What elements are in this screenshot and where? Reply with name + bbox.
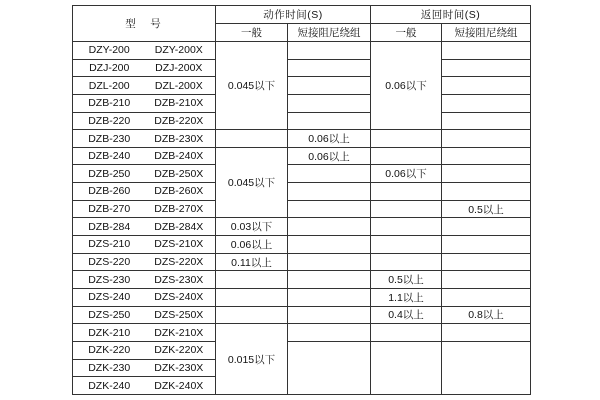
cell-action-general: 0.045以下 xyxy=(216,42,288,130)
model-name: DZS-240 xyxy=(88,291,131,304)
cell-action-damping xyxy=(288,94,371,112)
model-name: DZB-250 xyxy=(88,167,131,180)
model-cell xyxy=(73,94,216,112)
table-row xyxy=(73,236,531,254)
model-name-x: DZK-210X xyxy=(154,326,204,339)
model-cell xyxy=(73,147,216,165)
model-name-x: DZB-270X xyxy=(154,203,204,216)
cell-return-general xyxy=(371,130,442,148)
cell-return-damping: 0.5以上 xyxy=(442,200,531,218)
model-name: DZK-240 xyxy=(88,379,131,392)
table-row xyxy=(73,165,531,183)
cell-action-damping xyxy=(288,271,371,289)
header-return-damping: 短接阻尼绕组 xyxy=(442,24,531,42)
cell-return-damping xyxy=(442,324,531,342)
cell-action-general: 0.11以上 xyxy=(216,253,288,271)
model-name-x: DZB-284X xyxy=(154,220,204,233)
model-name: DZB-270 xyxy=(88,203,131,216)
cell-return-general: 0.06以下 xyxy=(371,42,442,130)
cell-return-general: 1.1以上 xyxy=(371,288,442,306)
model-name: DZB-230 xyxy=(88,132,131,145)
model-name: DZB-260 xyxy=(88,185,131,198)
model-cell xyxy=(73,59,216,77)
model-name: DZB-284 xyxy=(88,220,131,233)
cell-action-damping xyxy=(288,42,371,60)
cell-return-damping xyxy=(442,42,531,60)
model-cell xyxy=(73,306,216,324)
table-row xyxy=(73,183,531,201)
cell-action-general xyxy=(216,306,288,324)
cell-action-damping xyxy=(288,236,371,254)
cell-action-general xyxy=(216,271,288,289)
cell-action-damping xyxy=(288,183,371,201)
model-name-x: DZY-200X xyxy=(154,44,203,57)
model-name-x: DZL-200X xyxy=(154,79,203,92)
header-model: 型 号 xyxy=(73,6,216,42)
table-row xyxy=(73,200,531,218)
cell-action-damping xyxy=(288,59,371,77)
table-row xyxy=(73,306,531,324)
model-cell xyxy=(73,165,216,183)
model-name-x: DZS-230X xyxy=(154,273,204,286)
cell-return-damping: 0.8以上 xyxy=(442,306,531,324)
cell-action-general xyxy=(216,130,288,148)
cell-return-general xyxy=(371,341,442,394)
spec-table xyxy=(72,5,531,395)
cell-action-damping: 0.06以上 xyxy=(288,147,371,165)
cell-return-general xyxy=(371,200,442,218)
cell-return-damping xyxy=(442,341,531,394)
cell-return-damping xyxy=(442,183,531,201)
model-name: DZK-210 xyxy=(88,326,131,339)
cell-action-general: 0.045以下 xyxy=(216,147,288,218)
model-name-x: DZB-260X xyxy=(154,185,204,198)
table-row xyxy=(73,130,531,148)
model-name-x: DZB-240X xyxy=(154,150,204,163)
cell-action-general: 0.015以下 xyxy=(216,324,288,395)
model-name: DZS-250 xyxy=(88,308,131,321)
cell-action-damping xyxy=(288,77,371,95)
table-row xyxy=(73,77,531,95)
cell-return-damping xyxy=(442,130,531,148)
cell-action-damping: 0.06以上 xyxy=(288,130,371,148)
table-row xyxy=(73,59,531,77)
model-name: DZB-210 xyxy=(88,97,131,110)
cell-return-general xyxy=(371,147,442,165)
model-name-x: DZS-210X xyxy=(154,238,204,251)
cell-return-damping xyxy=(442,112,531,130)
model-name-x: DZK-230X xyxy=(154,361,204,374)
model-cell xyxy=(73,324,216,342)
model-name: DZB-240 xyxy=(88,150,131,163)
model-name: DZJ-200 xyxy=(89,61,130,74)
table-row xyxy=(73,94,531,112)
table-row xyxy=(73,271,531,289)
model-cell xyxy=(73,359,216,377)
cell-action-damping xyxy=(288,112,371,130)
cell-return-general xyxy=(371,324,442,342)
cell-return-general xyxy=(371,183,442,201)
cell-return-damping xyxy=(442,94,531,112)
model-name: DZK-220 xyxy=(88,344,131,357)
model-cell xyxy=(73,271,216,289)
model-name: DZK-230 xyxy=(88,361,131,374)
model-cell xyxy=(73,77,216,95)
model-cell xyxy=(73,236,216,254)
model-cell xyxy=(73,112,216,130)
cell-return-general xyxy=(371,236,442,254)
table-row xyxy=(73,147,531,165)
table-row xyxy=(73,218,531,236)
model-cell xyxy=(73,42,216,60)
model-name-x: DZB-250X xyxy=(154,167,204,180)
table-row xyxy=(73,288,531,306)
model-cell xyxy=(73,377,216,395)
table-row xyxy=(73,324,531,342)
model-cell xyxy=(73,218,216,236)
cell-action-damping xyxy=(288,165,371,183)
model-name-x: DZB-230X xyxy=(154,132,204,145)
cell-return-damping xyxy=(442,288,531,306)
table-row xyxy=(73,112,531,130)
cell-action-damping xyxy=(288,341,371,394)
cell-return-damping xyxy=(442,77,531,95)
model-name-x: DZK-240X xyxy=(154,379,204,392)
model-name-x: DZK-220X xyxy=(154,344,204,357)
model-name-x: DZS-250X xyxy=(154,308,204,321)
cell-return-general xyxy=(371,218,442,236)
model-name: DZS-220 xyxy=(88,256,131,268)
header-action-damping: 短接阻尼绕组 xyxy=(288,24,371,42)
header-return-general: 一般 xyxy=(371,24,442,42)
model-name-x: DZS-220X xyxy=(154,256,204,268)
model-cell xyxy=(73,288,216,306)
cell-action-damping xyxy=(288,288,371,306)
model-cell xyxy=(73,130,216,148)
cell-action-general: 0.03以下 xyxy=(216,218,288,236)
cell-action-general xyxy=(216,288,288,306)
header-action-time: 动作时间(S) xyxy=(216,6,371,24)
header-row-1 xyxy=(73,6,531,24)
table-row xyxy=(73,341,531,359)
model-name: DZS-210 xyxy=(88,238,131,251)
cell-action-damping xyxy=(288,253,371,271)
model-cell xyxy=(73,341,216,359)
model-name-x: DZJ-200X xyxy=(155,61,203,74)
cell-return-general: 0.06以下 xyxy=(371,165,442,183)
header-return-time: 返回时间(S) xyxy=(371,6,531,24)
model-name-x: DZB-220X xyxy=(154,114,204,127)
model-cell xyxy=(73,253,216,271)
cell-return-damping xyxy=(442,147,531,165)
model-name-x: DZB-210X xyxy=(154,97,204,110)
cell-return-damping xyxy=(442,253,531,271)
model-cell xyxy=(73,200,216,218)
cell-return-damping xyxy=(442,236,531,254)
cell-return-damping xyxy=(442,165,531,183)
table-row xyxy=(73,253,531,271)
cell-return-general: 0.5以上 xyxy=(371,271,442,289)
cell-return-damping xyxy=(442,59,531,77)
header-action-general: 一般 xyxy=(216,24,288,42)
model-name: DZY-200 xyxy=(88,44,130,57)
model-name-x: DZS-240X xyxy=(154,291,204,304)
cell-action-general: 0.06以上 xyxy=(216,236,288,254)
cell-return-damping xyxy=(442,218,531,236)
cell-action-damping xyxy=(288,306,371,324)
model-cell xyxy=(73,183,216,201)
cell-return-general: 0.4以上 xyxy=(371,306,442,324)
cell-action-damping xyxy=(288,218,371,236)
cell-action-damping xyxy=(288,324,371,342)
model-name: DZB-220 xyxy=(88,114,131,127)
cell-action-damping xyxy=(288,200,371,218)
model-name: DZS-230 xyxy=(88,273,131,286)
cell-return-damping xyxy=(442,271,531,289)
table-row xyxy=(73,42,531,60)
model-name: DZL-200 xyxy=(88,79,130,92)
cell-return-general xyxy=(371,253,442,271)
